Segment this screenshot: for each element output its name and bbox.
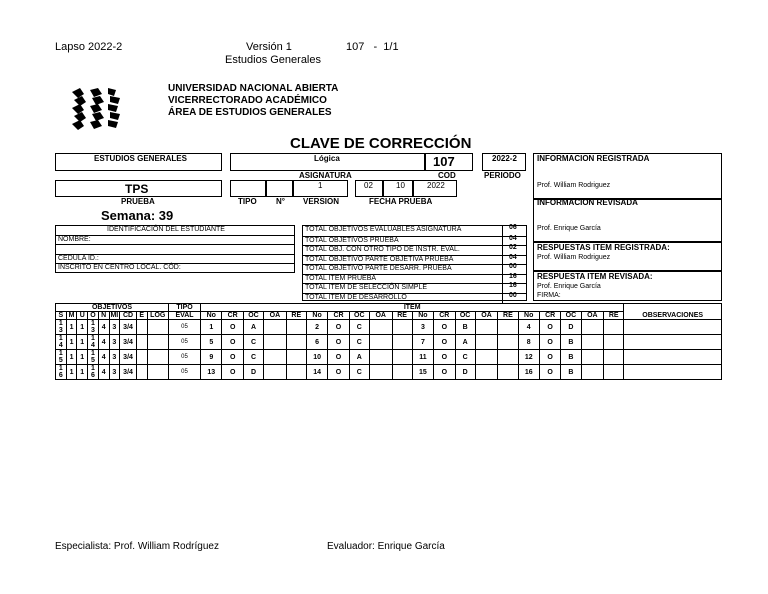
item-no-cell: 5 (201, 335, 222, 350)
totals-value: 16 (509, 282, 517, 289)
prueba-value: TPS (125, 182, 149, 196)
item-oa-cell (369, 320, 392, 335)
area-value: ESTUDIOS GENERALES (94, 154, 187, 163)
institution-line1: UNIVERSIDAD NACIONAL ABIERTA (168, 83, 339, 94)
objetivo-cell: 1 (77, 365, 88, 380)
fecha-dia: 02 (364, 181, 373, 190)
periodo-box (482, 153, 526, 171)
table-row (56, 335, 722, 350)
item-cr-cell: O (434, 335, 455, 350)
item-oc-cell: C (243, 350, 263, 365)
item-oa-cell (475, 350, 498, 365)
especialista-label: Especialista: Prof. William Rodríguez (55, 541, 219, 552)
table-row (56, 320, 722, 335)
item-re-cell (392, 320, 412, 335)
item-re-cell (498, 365, 518, 380)
objetivo-cell: 1 5 (88, 350, 99, 365)
item-cr-cell: O (328, 320, 349, 335)
item-col-header: RE (604, 312, 624, 320)
item-col-header: No (518, 312, 539, 320)
info-registrada-label: INFORMACION REGISTRADA (537, 154, 650, 163)
item-re-cell (498, 320, 518, 335)
totals-value: 00 (509, 291, 517, 299)
item-oa-cell (475, 320, 498, 335)
info-revisada-box (533, 199, 722, 242)
observaciones-cell (624, 365, 722, 380)
resp-revisada-label: RESPUESTA ITEM REVISADA: (537, 272, 653, 281)
code-page-label: 107 - 1/1 (346, 41, 399, 53)
item-col-header: No (412, 312, 433, 320)
objetivo-cell: 1 (77, 350, 88, 365)
item-col-header: OC (349, 312, 369, 320)
item-oc-cell: C (349, 320, 369, 335)
fecha-ano: 2022 (427, 181, 445, 190)
objetivo-cell (136, 320, 147, 335)
resp-revisada-box (533, 271, 722, 301)
totals-label: TOTAL ITEM DE DESARROLLO (305, 293, 407, 301)
item-col-header: OC (243, 312, 263, 320)
item-re-cell (604, 365, 624, 380)
semana-label: Semana: 39 (101, 208, 174, 223)
eval-header: EVAL (168, 312, 200, 320)
item-no-cell: 12 (518, 350, 539, 365)
cod-value: 107 (433, 154, 455, 169)
objetivo-cell: 1 (77, 335, 88, 350)
item-cr-cell: O (539, 335, 560, 350)
objetivo-cell: 3 (109, 335, 120, 350)
item-col-header: CR (539, 312, 560, 320)
item-cr-cell: O (328, 350, 349, 365)
item-cr-cell: O (222, 335, 243, 350)
tipo-cell: 05 (168, 335, 200, 350)
item-col-header: CR (222, 312, 243, 320)
item-no-cell: 13 (201, 365, 222, 380)
totals-row (303, 293, 526, 303)
objetivo-col-header: O (88, 312, 99, 320)
objetivo-col-header: S (56, 312, 67, 320)
objetivo-cell: 3/4 (120, 335, 137, 350)
university-logo (70, 86, 128, 134)
cedula-field[interactable]: CEDULA ID.: (58, 255, 99, 262)
version-label: Versión 1 (246, 41, 292, 53)
student-box (55, 225, 295, 273)
item-col-header: CR (434, 312, 455, 320)
item-oc-cell: B (561, 365, 581, 380)
item-header: ITEM (201, 304, 624, 312)
table-row (56, 365, 722, 380)
item-oc-cell: D (455, 365, 475, 380)
totals-label: TOTAL ITEM PRUEBA (305, 274, 377, 282)
item-no-cell: 2 (306, 320, 327, 335)
item-re-cell (286, 335, 306, 350)
info-registrada-box (533, 153, 722, 199)
objetivo-cell (147, 365, 168, 380)
totals-row (303, 274, 526, 284)
totals-value: 02 (509, 244, 517, 251)
objetivo-cell: 3/4 (120, 350, 137, 365)
item-no-cell: 15 (412, 365, 433, 380)
table-row (56, 350, 722, 365)
item-cr-cell: O (539, 350, 560, 365)
item-no-cell: 14 (306, 365, 327, 380)
item-re-cell (604, 335, 624, 350)
totals-row (303, 226, 526, 236)
totals-box (302, 225, 527, 301)
totals-row (303, 255, 526, 265)
item-oa-cell (369, 365, 392, 380)
institution-line2: VICERRECTORADO ACADÉMICO (168, 95, 327, 106)
item-no-cell: 8 (518, 335, 539, 350)
item-cr-cell: O (434, 365, 455, 380)
numero-box (266, 180, 293, 197)
item-no-cell: 7 (412, 335, 433, 350)
item-oa-cell (264, 320, 287, 335)
resp-registrada-box (533, 242, 722, 271)
item-oa-cell (264, 350, 287, 365)
item-re-cell (392, 365, 412, 380)
item-re-cell (286, 365, 306, 380)
item-no-cell: 16 (518, 365, 539, 380)
objetivo-cell: 1 3 (56, 320, 67, 335)
objetivo-cell: 3/4 (120, 320, 137, 335)
objetivo-cell: 3 (109, 365, 120, 380)
item-re-cell (498, 335, 518, 350)
totals-value: 16 (509, 272, 517, 280)
item-col-header: OC (561, 312, 581, 320)
item-oa-cell (581, 350, 604, 365)
resp-registrada-label: RESPUESTAS ITEM REGISTRADA: (537, 243, 670, 252)
item-col-header: RE (498, 312, 518, 320)
item-col-header: CR (328, 312, 349, 320)
item-re-cell (604, 350, 624, 365)
inscrito-field[interactable]: INSCRITO EN CENTRO LOCAL. CÓD: (58, 264, 181, 271)
objetivo-col-header: CD (120, 312, 137, 320)
item-col-header: OA (475, 312, 498, 320)
periodo-value: 2022-2 (492, 154, 517, 163)
objetivo-cell: 3 (109, 350, 120, 365)
cod-box (425, 153, 473, 171)
objetivo-cell: 4 (98, 350, 109, 365)
lapso-label: Lapso 2022-2 (55, 41, 123, 53)
resp-revisada-name: Prof. Enrique García (537, 283, 601, 290)
item-re-cell (286, 320, 306, 335)
observaciones-cell (624, 320, 722, 335)
objetivo-col-header: E (136, 312, 147, 320)
objetivo-cell (136, 335, 147, 350)
totals-value: 06 (509, 224, 517, 231)
observaciones-cell (624, 350, 722, 365)
objetivo-col-header: M (66, 312, 77, 320)
item-no-cell: 3 (412, 320, 433, 335)
objetivo-col-header: MI (110, 312, 119, 319)
tipo-header: TIPO (168, 304, 200, 312)
institution-line3: ÁREA DE ESTUDIOS GENERALES (168, 107, 332, 118)
item-re-cell (604, 320, 624, 335)
totals-row (303, 236, 526, 246)
item-col-header: OA (581, 312, 604, 320)
item-oc-cell: D (243, 365, 263, 380)
cod-label: COD (438, 171, 456, 180)
firma-field[interactable]: FIRMA: (537, 292, 561, 299)
item-cr-cell: O (222, 365, 243, 380)
info-revisada-name: Prof. Enrique García (537, 225, 601, 232)
nombre-field[interactable]: NOMBRE: (58, 236, 91, 243)
asignatura-value: Lógica (314, 154, 340, 163)
objetivo-cell (136, 350, 147, 365)
item-oc-cell: D (561, 320, 581, 335)
item-oc-cell: C (243, 335, 263, 350)
objetivo-cell: 1 (77, 320, 88, 335)
objetivo-cell: 1 (66, 320, 77, 335)
item-re-cell (392, 350, 412, 365)
version-value: 1 (318, 181, 323, 190)
tipo-cell: 05 (168, 365, 200, 380)
objetivo-cell: 1 4 (56, 335, 67, 350)
item-oa-cell (475, 365, 498, 380)
objetivo-cell: 1 3 (88, 320, 99, 335)
item-cr-cell: O (539, 365, 560, 380)
item-cr-cell: O (222, 350, 243, 365)
prueba-label: PRUEBA (121, 197, 155, 206)
area-box (55, 153, 222, 171)
objetivo-cell: 1 6 (88, 365, 99, 380)
totals-label: TOTAL OBJETIVO PARTE OBJETIVA PRUEBA (305, 255, 454, 263)
item-col-header: OC (455, 312, 475, 320)
objetivo-cell: 1 5 (56, 350, 67, 365)
totals-label: TOTAL OBJETIVO PARTE DESARR. PRUEBA (305, 265, 452, 272)
item-cr-cell: O (328, 365, 349, 380)
periodo-label: PERIODO (484, 171, 521, 180)
item-oc-cell: A (455, 335, 475, 350)
item-oa-cell (581, 365, 604, 380)
item-col-header: RE (286, 312, 306, 320)
item-oa-cell (369, 335, 392, 350)
tipo-label: TIPO (238, 197, 257, 206)
item-no-cell: 6 (306, 335, 327, 350)
item-cr-cell: O (539, 320, 560, 335)
item-no-cell: 9 (201, 350, 222, 365)
item-col-header: OA (264, 312, 287, 320)
item-no-cell: 4 (518, 320, 539, 335)
objetivo-cell: 1 (66, 335, 77, 350)
version-box (293, 180, 348, 197)
item-re-cell (286, 350, 306, 365)
observaciones-label: OBSERVACIONES (624, 312, 722, 320)
observaciones-header (624, 304, 722, 312)
fecha-mes: 10 (396, 181, 405, 190)
info-registrada-name: Prof. William Rodriguez (537, 182, 611, 189)
version-field-label: VERSION (303, 197, 340, 206)
totals-row (303, 245, 526, 255)
student-title: IDENTIFICACIÓN DEL ESTUDIANTE (107, 226, 225, 233)
observaciones-cell (624, 335, 722, 350)
totals-row (303, 283, 526, 293)
objetivo-cell (147, 335, 168, 350)
prueba-box (55, 180, 222, 197)
item-oc-cell: B (455, 320, 475, 335)
item-col-header: No (306, 312, 327, 320)
objetivo-cell (136, 365, 147, 380)
objetivos-header: OBJETIVOS (56, 304, 169, 312)
estudios-label: Estudios Generales (225, 54, 321, 66)
item-oc-cell: C (349, 335, 369, 350)
item-oa-cell (369, 350, 392, 365)
asignatura-label: ASIGNATURA (299, 171, 352, 180)
fecha-ano-box (413, 180, 457, 197)
item-col-header: OA (369, 312, 392, 320)
objetivo-cell: 1 (66, 365, 77, 380)
item-cr-cell: O (434, 350, 455, 365)
totals-value: 00 (509, 263, 517, 270)
item-oc-cell: B (561, 335, 581, 350)
item-col-header: RE (392, 312, 412, 320)
totals-value: 04 (509, 234, 517, 242)
tipo-cell: 05 (168, 350, 200, 365)
resp-registrada-name: Prof. William Rodriguez (537, 254, 611, 261)
objetivo-col-header: N (98, 312, 109, 320)
objetivo-cell: 4 (98, 365, 109, 380)
numero-label: N° (276, 197, 285, 206)
info-revisada-label: INFORMACION REVISADA (537, 198, 638, 207)
objetivo-col-header: U (77, 312, 88, 320)
objetivo-cell: 3/4 (120, 365, 137, 380)
item-no-cell: 1 (201, 320, 222, 335)
totals-label: TOTAL OBJETIVOS PRUEBA (305, 236, 399, 244)
objetivo-cell (147, 320, 168, 335)
tipo-box (230, 180, 266, 197)
fecha-label: FECHA PRUEBA (369, 197, 433, 206)
fecha-mes-box (383, 180, 413, 197)
item-oc-cell: B (561, 350, 581, 365)
totals-label: TOTAL OBJ. CON OTRO TIPO DE INSTR. EVAL. (305, 246, 460, 253)
item-oa-cell (581, 335, 604, 350)
item-oa-cell (264, 335, 287, 350)
item-oc-cell: A (243, 320, 263, 335)
totals-label: TOTAL ITEM DE SELECCIÓN SIMPLE (305, 284, 428, 291)
item-cr-cell: O (434, 320, 455, 335)
asignatura-box (230, 153, 425, 171)
item-no-cell: 11 (412, 350, 433, 365)
item-cr-cell: O (222, 320, 243, 335)
objetivo-cell: 3 (109, 320, 120, 335)
totals-label: TOTAL OBJETIVOS EVALUABLES ASIGNATURA (305, 226, 462, 233)
item-no-cell: 10 (306, 350, 327, 365)
objetivo-col-header: LOG (147, 312, 168, 320)
item-re-cell (498, 350, 518, 365)
objectives-items-table (55, 303, 722, 380)
item-re-cell (392, 335, 412, 350)
item-cr-cell: O (328, 335, 349, 350)
objetivo-cell: 1 4 (88, 335, 99, 350)
tipo-cell: 05 (168, 320, 200, 335)
item-col-header: No (201, 312, 222, 320)
fecha-dia-box (355, 180, 383, 197)
item-oc-cell: C (455, 350, 475, 365)
objetivo-cell: 4 (98, 320, 109, 335)
document-title: CLAVE DE CORRECCIÓN (290, 135, 472, 152)
item-oa-cell (264, 365, 287, 380)
totals-row (303, 264, 526, 274)
totals-value: 04 (509, 253, 517, 261)
item-oa-cell (581, 320, 604, 335)
objetivo-cell: 4 (98, 335, 109, 350)
objetivo-cell: 1 (66, 350, 77, 365)
item-oc-cell: C (349, 365, 369, 380)
objetivo-cell (147, 350, 168, 365)
evaluador-label: Evaluador: Enrique García (327, 541, 445, 552)
item-oc-cell: A (349, 350, 369, 365)
objetivo-cell: 1 6 (56, 365, 67, 380)
item-oa-cell (475, 335, 498, 350)
